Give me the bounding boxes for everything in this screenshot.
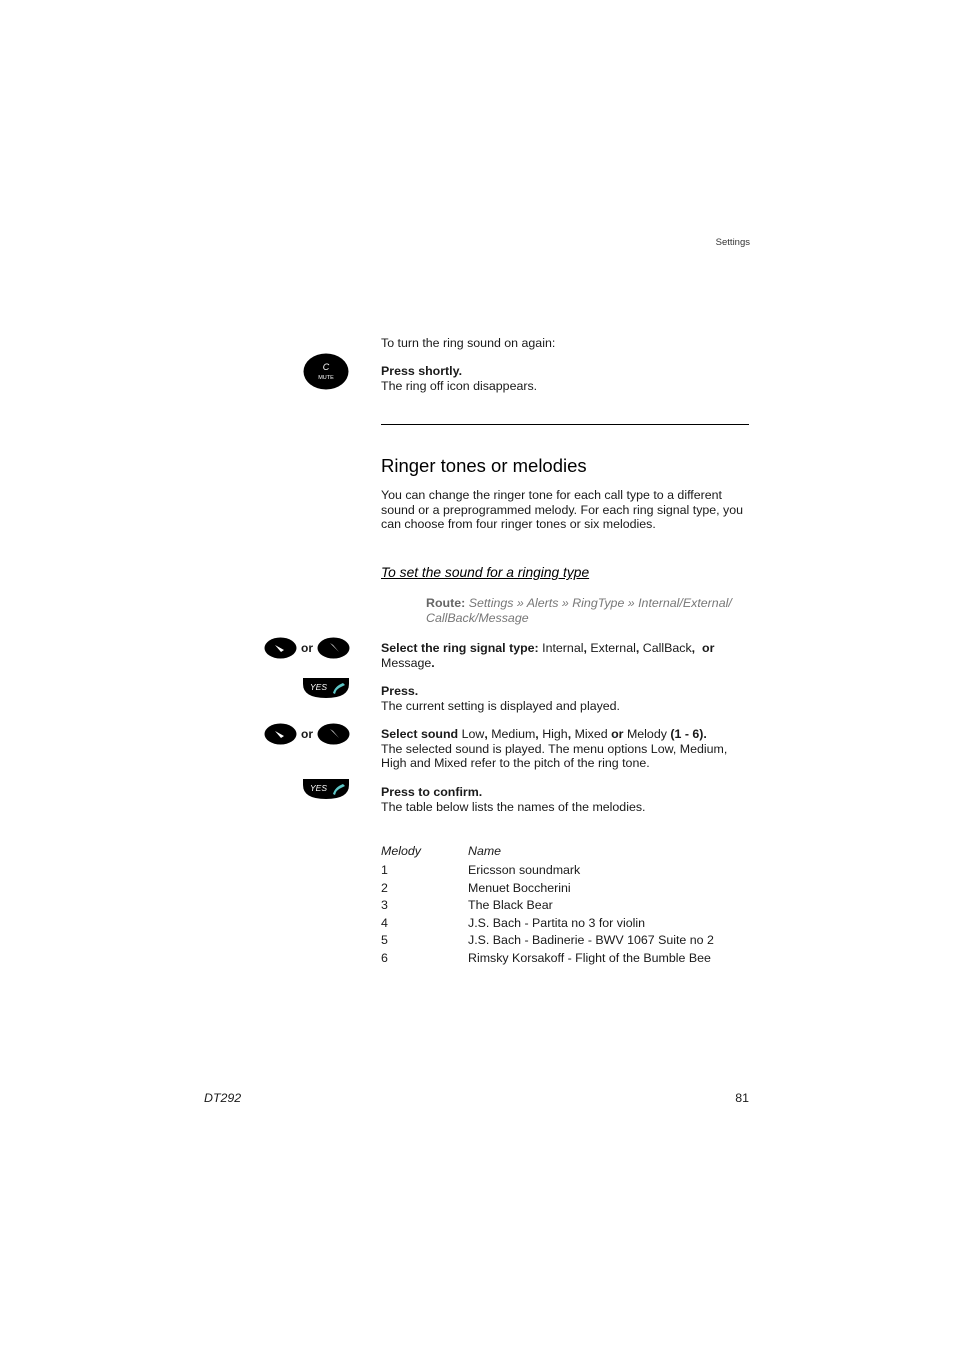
step-select-ring-type [381, 641, 751, 670]
table-row [381, 916, 714, 934]
intro-step-title: Press shortly. [381, 364, 463, 378]
table-row [381, 881, 714, 899]
separator-or: , or [691, 641, 715, 655]
option-external: External [590, 641, 636, 655]
melody-name: Ericsson soundmark [468, 863, 581, 877]
or-label: or [301, 727, 313, 741]
section-paragraph: You can change the ringer tone for each call type to a different sound or a preprogrammed melody. For each ring signal type, you can choose from four ringer tones or six melodies. [381, 488, 744, 532]
footer-model: DT292 [204, 1091, 242, 1105]
nav-down-key-icon [264, 723, 297, 745]
mute-key-icon [303, 353, 349, 390]
step3-note [381, 742, 751, 771]
melody-name: Menuet Boccherini [468, 880, 571, 895]
table-row [381, 898, 714, 916]
nav-up-key-icon [317, 637, 350, 659]
period: . [431, 655, 435, 670]
option-callback: CallBack [642, 641, 692, 655]
note-text: refer to the pitch of the ring tone. [470, 756, 650, 771]
melody-table [381, 844, 714, 969]
route-line [426, 596, 746, 625]
note-mixed: Mixed [434, 756, 468, 771]
section-title: Ringer tones or melodies [381, 455, 587, 476]
separator: , [583, 641, 587, 655]
intro-step [381, 364, 751, 393]
separator: , [723, 741, 728, 756]
intro-step-note: The ring off icon disappears. [381, 378, 538, 393]
mute-key-c: C [322, 362, 330, 372]
or-word: or [611, 727, 624, 741]
separator: , [567, 727, 572, 741]
melody-range: (1 - 6). [670, 727, 707, 741]
option-message: Message [381, 655, 432, 670]
melody-number: 6 [381, 950, 388, 965]
step2-title: Press. [381, 684, 419, 698]
step4-title: Press to confirm. [381, 785, 483, 799]
note-low: Low [650, 741, 673, 756]
route-label: Route: [426, 596, 466, 610]
melody-number: 2 [381, 880, 388, 895]
note-text: The selected sound is played. The menu options [381, 741, 648, 756]
table-row [381, 951, 714, 969]
melody-number: 1 [381, 863, 388, 877]
melody-name: Rimsky Korsakoff - Flight of the Bumble Bee [468, 950, 711, 965]
step-select-sound [381, 727, 751, 771]
col-melody-header: Melody [381, 844, 421, 858]
nav-keys-row-2 [264, 723, 350, 745]
table-header-row [381, 844, 714, 863]
procedure-title: To set the sound for a ringing type [381, 565, 590, 580]
option-medium: Medium [491, 727, 536, 741]
melody-name: J.S. Bach - Partita no 3 for violin [468, 915, 645, 930]
melody-number: 3 [381, 898, 388, 913]
yes-key-label: YES [310, 682, 328, 692]
step3-lead: Select sound [381, 727, 459, 741]
col-name-header: Name [468, 844, 502, 858]
page-number: 81 [735, 1091, 749, 1105]
note-and: and [409, 756, 431, 771]
running-header: Settings [715, 237, 750, 248]
option-internal: Internal [542, 641, 584, 655]
table-row [381, 933, 714, 951]
melody-number: 5 [381, 933, 388, 948]
separator: , [635, 641, 640, 655]
option-mixed: Mixed [574, 727, 608, 741]
separator: , [484, 727, 488, 741]
mute-key-label: MUTE [318, 375, 334, 381]
option-high: High [542, 727, 568, 741]
step4-note: The table below lists the names of the melodies. [381, 799, 646, 814]
note-high: High [381, 756, 407, 771]
step-confirm [381, 785, 751, 814]
melody-name: The Black Bear [468, 898, 553, 913]
yes-key-label: YES [310, 783, 328, 793]
note-medium: Medium [679, 741, 724, 756]
melody-name: J.S. Bach - Badinerie - BWV 1067 Suite no 2 [468, 933, 714, 948]
section-divider [381, 424, 749, 425]
option-low: Low [461, 727, 485, 741]
nav-up-key-icon [317, 723, 350, 745]
separator: , [672, 741, 677, 756]
route-path: Settings » Alerts » RingType » Internal/External/ CallBack/Message [426, 596, 732, 625]
melody-number: 4 [381, 915, 388, 930]
step2-note: The current setting is displayed and played. [381, 698, 621, 713]
intro-text: To turn the ring sound on again: [381, 336, 556, 350]
separator: , [535, 727, 539, 741]
step-press [381, 684, 751, 713]
nav-down-key-icon [264, 637, 297, 659]
nav-keys-row-1 [264, 637, 350, 659]
step1-lead: Select the ring signal type: [381, 641, 539, 655]
option-melody: Melody [626, 727, 667, 741]
yes-key-icon [303, 779, 349, 799]
table-row [381, 863, 714, 881]
or-label: or [301, 641, 313, 655]
yes-key-icon [303, 678, 349, 698]
